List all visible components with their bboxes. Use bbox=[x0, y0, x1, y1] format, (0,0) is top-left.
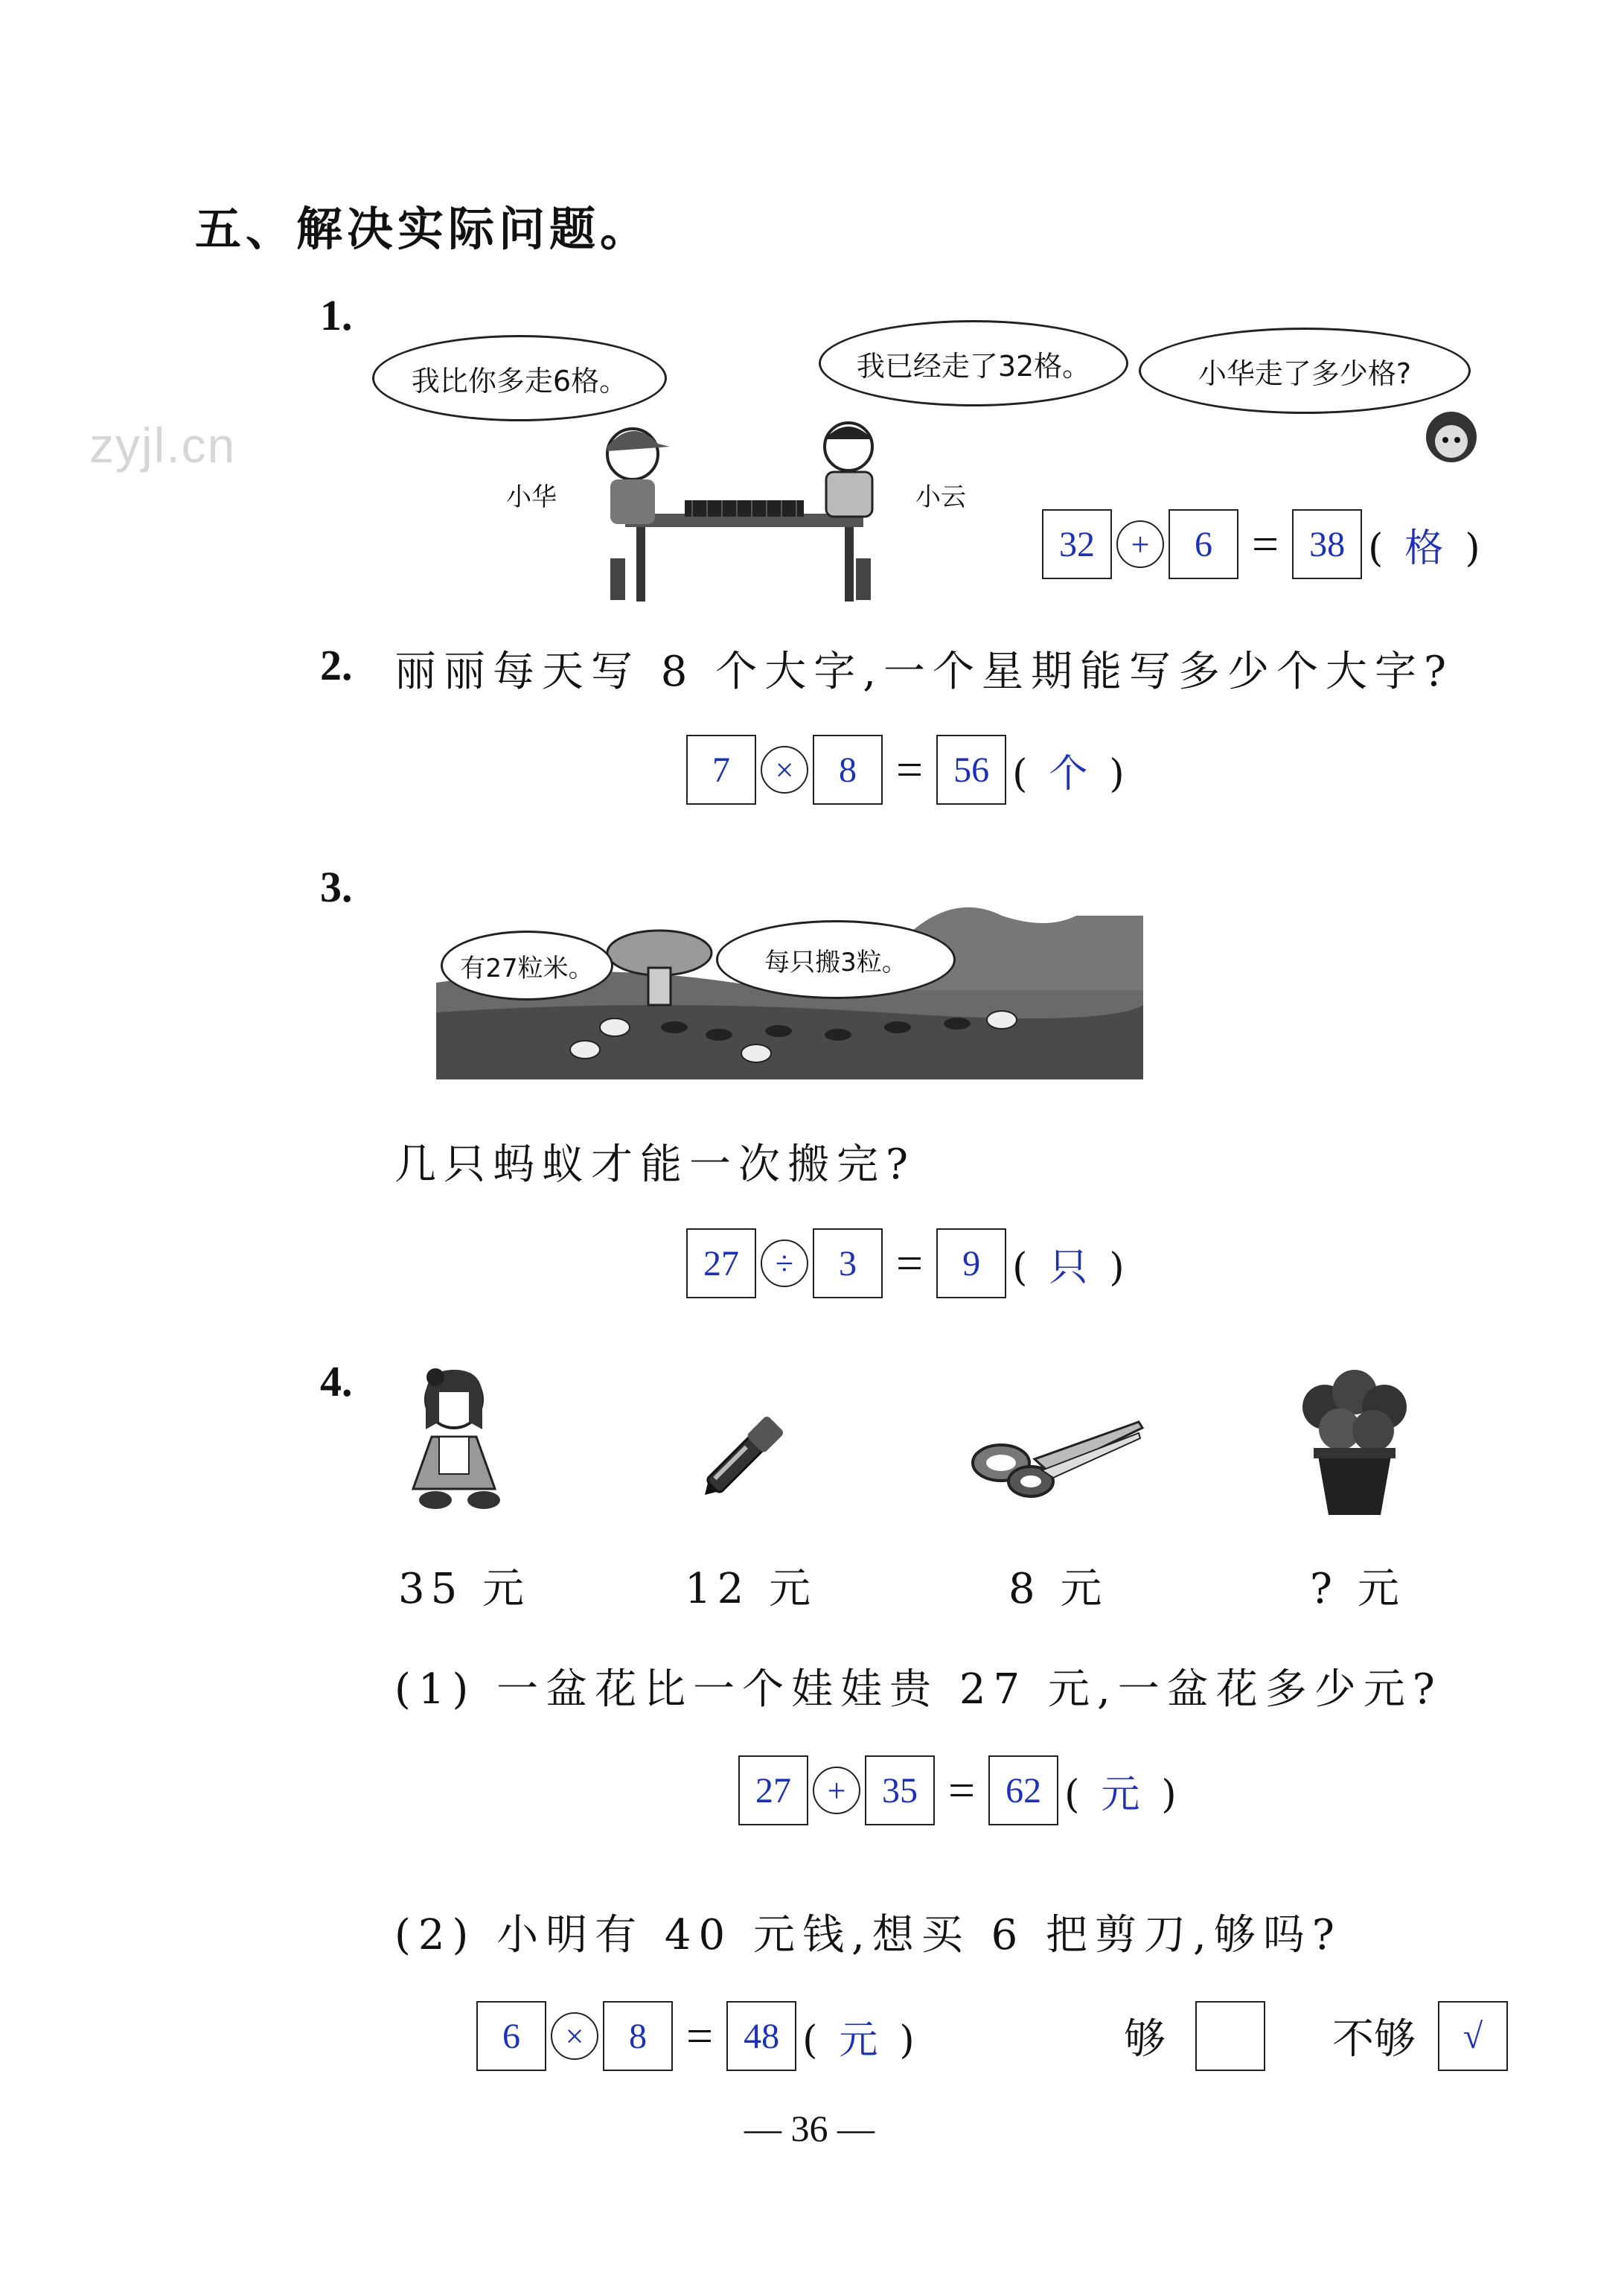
answer-box-result[interactable]: 56 bbox=[936, 735, 1006, 805]
enough-checkbox[interactable] bbox=[1195, 2001, 1265, 2071]
unit-parentheses: ( 格 ) bbox=[1368, 517, 1480, 572]
girl-face-icon bbox=[1422, 406, 1481, 465]
label-xiaohua: 小华 bbox=[506, 482, 557, 512]
enough-label: 够 bbox=[1124, 2015, 1166, 2064]
equals-sign: = bbox=[896, 1237, 924, 1289]
equals-sign: = bbox=[686, 2009, 714, 2062]
unit-answer[interactable]: 只 bbox=[1049, 1245, 1088, 1290]
operator-circle[interactable]: × bbox=[761, 746, 808, 794]
equals-sign: = bbox=[1252, 517, 1279, 570]
answer-box-operand-2[interactable]: 8 bbox=[603, 2001, 673, 2071]
speech-bubble-xiaoyun bbox=[819, 320, 1128, 406]
operator-circle[interactable]: ÷ bbox=[761, 1240, 808, 1287]
question-4-2-text: (2) 小明有 40 元钱,想买 6 把剪刀,够吗? bbox=[394, 1911, 1342, 1959]
marker-pen-icon bbox=[685, 1400, 804, 1511]
unit-answer[interactable]: 个 bbox=[1049, 751, 1088, 797]
speech-bubble-text: 有27粒米。 bbox=[460, 953, 594, 983]
unit-parentheses: ( 元 ) bbox=[802, 2009, 915, 2064]
not-enough-label: 不够 bbox=[1332, 2015, 1416, 2064]
page-number: — 36 — bbox=[744, 2108, 875, 2149]
price-scissors: 8 元 bbox=[1008, 1565, 1108, 1613]
speech-bubble-each-ant bbox=[716, 920, 956, 999]
speech-bubble-text: 我已经走了32格。 bbox=[856, 349, 1091, 383]
operator-circle[interactable]: × bbox=[551, 2012, 598, 2060]
speech-bubble-text: 小华走了多少格? bbox=[1198, 357, 1412, 390]
question-3-number: 3. bbox=[320, 863, 353, 911]
unit-parentheses: ( 个 ) bbox=[1012, 742, 1125, 798]
equation-q4-1 bbox=[738, 1755, 1177, 1825]
equals-sign: = bbox=[896, 743, 924, 796]
speech-bubble-xiaohua bbox=[372, 335, 667, 421]
question-3-text: 几只蚂蚁才能一次搬完? bbox=[394, 1140, 916, 1189]
scissors-icon bbox=[968, 1407, 1146, 1511]
answer-box-operand-1[interactable]: 27 bbox=[686, 1228, 756, 1298]
not-enough-choice bbox=[1332, 2001, 1508, 2071]
equation-q3 bbox=[686, 1228, 1125, 1298]
answer-box-result[interactable]: 9 bbox=[936, 1228, 1006, 1298]
answer-box-operand-1[interactable]: 7 bbox=[686, 735, 756, 805]
question-4-1-text: (1) 一盆花比一个娃娃贵 27 元,一盆花多少元? bbox=[394, 1665, 1442, 1714]
doll-icon bbox=[394, 1362, 521, 1511]
equals-sign: = bbox=[948, 1764, 976, 1816]
unit-parentheses: ( 只 ) bbox=[1012, 1236, 1125, 1292]
price-pen: 12 元 bbox=[685, 1565, 817, 1613]
answer-box-operand-1[interactable]: 6 bbox=[476, 2001, 546, 2071]
operator-circle[interactable]: + bbox=[1116, 520, 1164, 568]
equation-q1 bbox=[1042, 509, 1480, 579]
speech-bubble-text: 我比你多走6格。 bbox=[411, 364, 628, 398]
question-1-number: 1. bbox=[320, 291, 353, 339]
speech-bubble-question bbox=[1139, 328, 1471, 414]
speech-bubble-rice-count bbox=[441, 931, 613, 1001]
price-doll: 35 元 bbox=[398, 1565, 531, 1613]
potted-flower-icon bbox=[1295, 1370, 1414, 1519]
answer-box-operand-2[interactable]: 6 bbox=[1169, 509, 1238, 579]
unit-answer[interactable]: 元 bbox=[1101, 1772, 1140, 1817]
answer-box-operand-2[interactable]: 35 bbox=[865, 1755, 935, 1825]
answer-box-operand-1[interactable]: 27 bbox=[738, 1755, 808, 1825]
equation-q4-2 bbox=[476, 2001, 915, 2071]
board-game-illustration bbox=[566, 417, 915, 610]
answer-box-operand-1[interactable]: 32 bbox=[1042, 509, 1112, 579]
unit-answer[interactable]: 元 bbox=[839, 2017, 878, 2063]
question-2-text: 丽丽每天写 8 个大字,一个星期能写多少个大字? bbox=[394, 648, 1454, 696]
unit-parentheses: ( 元 ) bbox=[1064, 1763, 1177, 1819]
speech-bubble-text: 每只搬3粒。 bbox=[764, 947, 907, 977]
equation-q2 bbox=[686, 735, 1125, 805]
section-title: 五、解决实际问题。 bbox=[195, 202, 651, 256]
answer-box-result[interactable]: 48 bbox=[726, 2001, 796, 2071]
answer-box-result[interactable]: 38 bbox=[1292, 509, 1362, 579]
answer-box-operand-2[interactable]: 3 bbox=[813, 1228, 883, 1298]
enough-choice bbox=[1124, 2001, 1265, 2071]
price-flower: ? 元 bbox=[1310, 1565, 1405, 1613]
unit-answer[interactable]: 格 bbox=[1404, 526, 1444, 571]
operator-circle[interactable]: + bbox=[813, 1767, 860, 1814]
question-2-number: 2. bbox=[320, 641, 353, 689]
label-xiaoyun: 小云 bbox=[915, 482, 966, 512]
answer-box-result[interactable]: 62 bbox=[988, 1755, 1058, 1825]
question-4-number: 4. bbox=[320, 1357, 353, 1406]
watermark: zyjl.cn bbox=[89, 418, 237, 473]
answer-box-operand-2[interactable]: 8 bbox=[813, 735, 883, 805]
not-enough-checkbox[interactable]: √ bbox=[1438, 2001, 1508, 2071]
